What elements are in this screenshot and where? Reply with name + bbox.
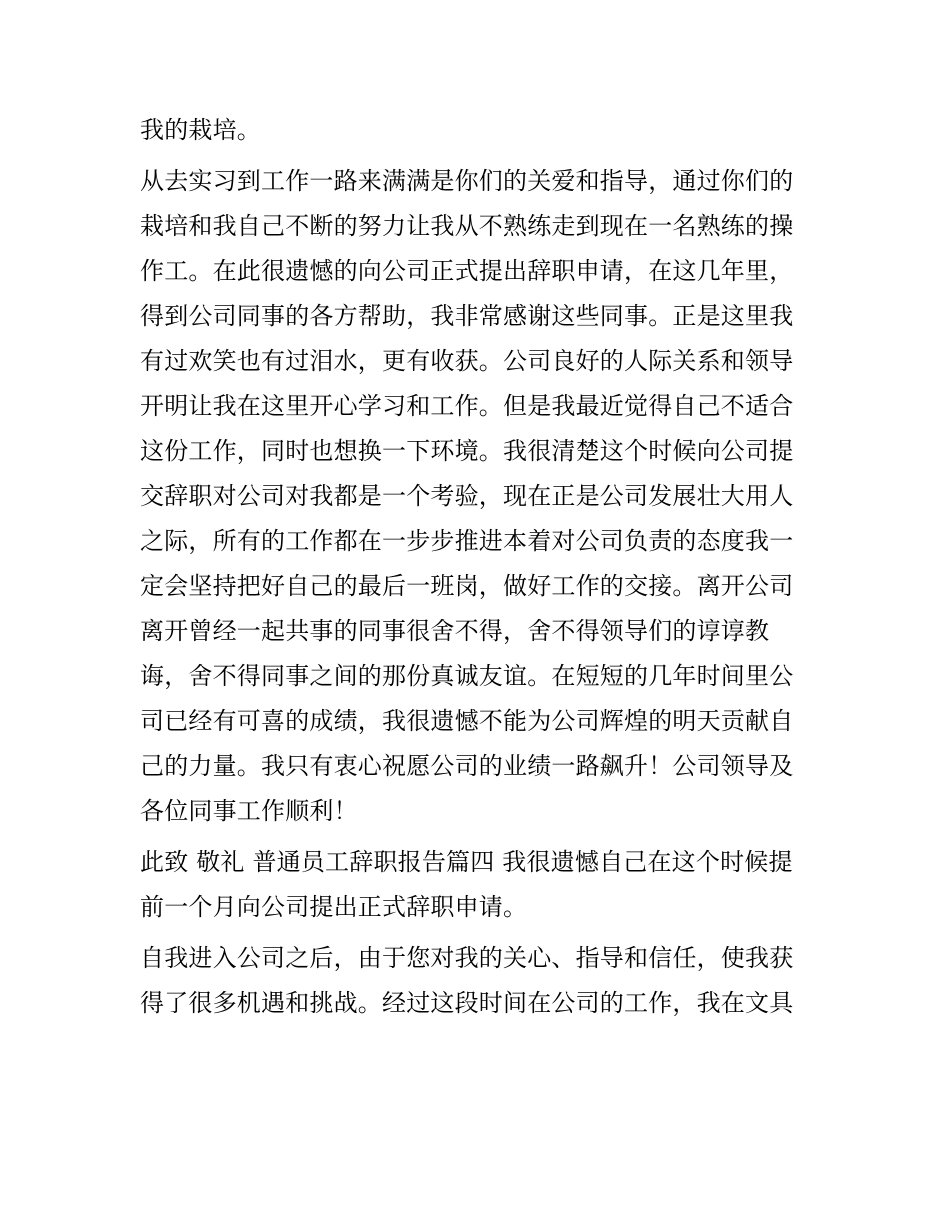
text-line: 定会坚持把好自己的最后一班岗，做好工作的交接。离开公司 bbox=[140, 572, 794, 600]
text-line: 有过欢笑也有过泪水，更有收获。公司良好的人际关系和领导 bbox=[140, 347, 794, 375]
text-line: 司已经有可喜的成绩，我很遗憾不能为公司辉煌的明天贡献自 bbox=[140, 707, 794, 735]
text-line: 前一个月向公司提出正式辞职申请。 bbox=[140, 893, 528, 921]
paragraph-1 bbox=[140, 108, 820, 153]
text-line: 从去实习到工作一路来满满是你们的关爱和指导，通过你们的 bbox=[140, 167, 794, 195]
paragraph-3 bbox=[140, 840, 820, 930]
document-page bbox=[140, 108, 820, 1026]
text-line: 此致 敬礼 普通员工辞职报告篇四 我很遗憾自己在这个时候提 bbox=[140, 848, 793, 876]
text-line: 己的力量。我只有衷心祝愿公司的业绩一路飙升！公司领导及 bbox=[140, 752, 794, 780]
text-line: 我的栽培。 bbox=[140, 116, 261, 144]
text-line: 开明让我在这里开心学习和工作。但是我最近觉得自己不适合 bbox=[140, 392, 794, 420]
text-line: 作工。在此很遗憾的向公司正式提出辞职申请，在这几年里， bbox=[140, 257, 794, 285]
paragraph-2 bbox=[140, 159, 820, 834]
text-line: 栽培和我自己不断的努力让我从不熟练走到现在一名熟练的操 bbox=[140, 212, 794, 240]
text-line: 诲，舍不得同事之间的那份真诚友谊。在短短的几年时间里公 bbox=[140, 662, 794, 690]
text-line: 得了很多机遇和挑战。经过这段时间在公司的工作，我在文具 bbox=[140, 989, 794, 1017]
paragraph-4 bbox=[140, 936, 820, 1026]
text-line: 各位同事工作顺利！ bbox=[140, 797, 358, 825]
text-line: 自我进入公司之后，由于您对我的关心、指导和信任，使我获 bbox=[140, 944, 794, 972]
text-line: 得到公司同事的各方帮助，我非常感谢这些同事。正是这里我 bbox=[140, 302, 794, 330]
text-line: 之际，所有的工作都在一步步推进本着对公司负责的态度我一 bbox=[140, 527, 794, 555]
text-line: 交辞职对公司对我都是一个考验，现在正是公司发展壮大用人 bbox=[140, 482, 794, 510]
text-line: 离开曾经一起共事的同事很舍不得，舍不得领导们的谆谆教 bbox=[140, 617, 770, 645]
text-line: 这份工作，同时也想换一下环境。我很清楚这个时候向公司提 bbox=[140, 437, 794, 465]
